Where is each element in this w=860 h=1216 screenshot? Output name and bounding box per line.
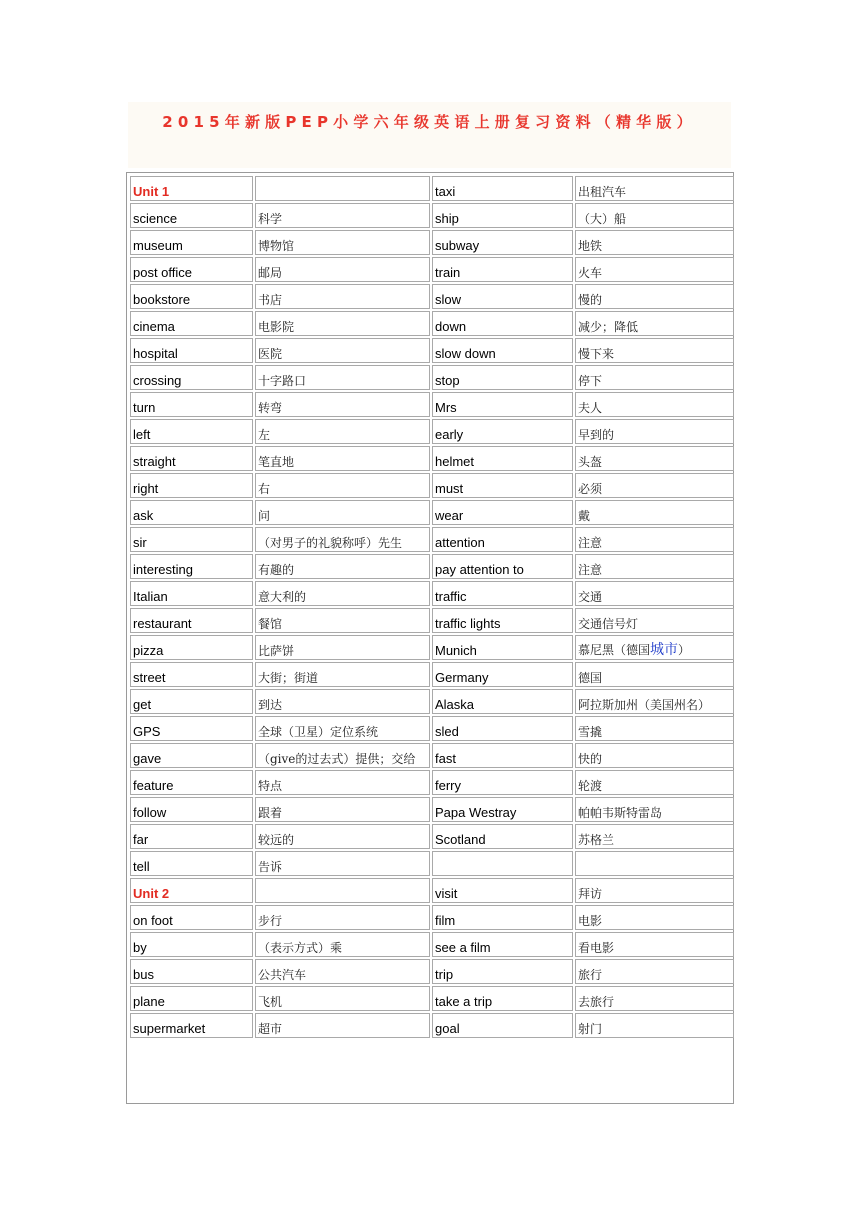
english-word-cell: [432, 878, 573, 903]
english-word: crossing: [133, 373, 182, 388]
chinese-meaning: 告诉: [258, 860, 283, 874]
table-row: [130, 851, 734, 876]
chinese-meaning-cell: [575, 473, 734, 498]
table-row: [130, 365, 734, 390]
english-word: fast: [435, 751, 456, 766]
english-word: get: [133, 697, 152, 712]
table-row: [130, 230, 734, 255]
chinese-meaning: 步行: [258, 914, 283, 928]
chinese-meaning: 交通: [578, 590, 603, 604]
chinese-meaning: 头盔: [578, 455, 603, 469]
english-word: trip: [435, 967, 454, 982]
chinese-meaning: 减少；降低: [578, 320, 639, 334]
chinese-meaning-cell: [255, 257, 430, 282]
chinese-meaning: 火车: [578, 266, 603, 280]
chinese-meaning: （大）船: [578, 212, 627, 226]
chinese-meaning-cell: [255, 446, 430, 471]
english-word: science: [133, 211, 178, 226]
english-word-cell: [130, 554, 253, 579]
english-word: Alaska: [435, 697, 475, 712]
chinese-meaning-cell: [255, 851, 430, 876]
unit-heading: [130, 176, 253, 201]
english-word: street: [133, 670, 166, 685]
english-word-cell: [130, 743, 253, 768]
table-row: [130, 743, 734, 768]
english-word-cell: [130, 392, 253, 417]
table-row: [130, 527, 734, 552]
english-word-cell: [432, 500, 573, 525]
chinese-meaning-cell: [575, 284, 734, 309]
table-row: [130, 689, 734, 714]
chinese-meaning: 雪撬: [578, 725, 603, 739]
english-word-cell: [432, 797, 573, 822]
english-word-cell: [130, 419, 253, 444]
title-band: [128, 102, 731, 168]
chinese-meaning-cell: [575, 176, 734, 201]
chinese-meaning: 餐馆: [258, 617, 283, 631]
english-word: slow down: [435, 346, 496, 361]
chinese-meaning-cell: [255, 284, 430, 309]
chinese-meaning: 停下: [578, 374, 603, 388]
english-word-cell: [432, 635, 573, 660]
chinese-meaning: 注意: [578, 563, 603, 577]
english-word: Germany: [435, 670, 489, 685]
chinese-meaning: 慢的: [578, 293, 603, 307]
table-row: [130, 635, 734, 660]
chinese-meaning-cell: [255, 878, 430, 903]
english-word-cell: [130, 932, 253, 957]
chinese-meaning: 公共汽车: [258, 968, 307, 982]
chinese-meaning: 邮局: [258, 266, 283, 280]
english-word-cell: [432, 662, 573, 687]
chinese-meaning-cell: [255, 1013, 430, 1038]
chinese-meaning: 慕尼黑（德国: [578, 643, 651, 657]
chinese-meaning-cell: [255, 959, 430, 984]
chinese-meaning-cell: [575, 311, 734, 336]
table-row: [130, 662, 734, 687]
chinese-meaning-cell: [575, 797, 734, 822]
english-word-cell: [130, 527, 253, 552]
english-word: traffic lights: [435, 616, 501, 631]
chinese-meaning-cell: [575, 635, 734, 660]
english-word: Papa Westray: [435, 805, 517, 820]
english-word-cell: [432, 608, 573, 633]
english-word: train: [435, 265, 461, 280]
chinese-meaning: 德国: [578, 671, 603, 685]
chinese-meaning: 慢下来: [578, 347, 615, 361]
english-word-cell: [130, 338, 253, 363]
chinese-meaning: 快的: [578, 752, 603, 766]
english-word: left: [133, 427, 151, 442]
english-word: pizza: [133, 643, 164, 658]
chinese-meaning-cell: [255, 608, 430, 633]
english-word-cell: [130, 500, 253, 525]
chinese-meaning-cell: [255, 824, 430, 849]
english-word-cell: [130, 716, 253, 741]
english-word-cell: [432, 203, 573, 228]
english-word: taxi: [435, 184, 456, 199]
chinese-meaning: 注意: [578, 536, 603, 550]
english-word: helmet: [435, 454, 475, 469]
chinese-meaning: 有趣的: [258, 563, 295, 577]
english-word-cell: [432, 743, 573, 768]
chinese-meaning: 早到的: [578, 428, 615, 442]
chinese-meaning: 转弯: [258, 401, 283, 415]
chinese-meaning-cell: [255, 689, 430, 714]
english-word: attention: [435, 535, 485, 550]
english-word-cell: [432, 959, 573, 984]
chinese-meaning: 问: [258, 509, 271, 523]
english-word-cell: [130, 1013, 253, 1038]
chinese-meaning-cell: [255, 500, 430, 525]
chinese-meaning-cell: [255, 365, 430, 390]
english-word-cell: [432, 284, 573, 309]
table-row: [130, 392, 734, 417]
chinese-meaning-cell: [575, 257, 734, 282]
english-word: Italian: [133, 589, 168, 604]
english-word-cell: [130, 851, 253, 876]
english-word-cell: [432, 932, 573, 957]
english-word: plane: [133, 994, 165, 1009]
english-word: film: [435, 913, 456, 928]
english-word: early: [435, 427, 464, 442]
chinese-meaning-cell: [575, 1013, 734, 1038]
english-word: ship: [435, 211, 459, 226]
table-row: [130, 986, 734, 1011]
chinese-meaning: 到达: [258, 698, 283, 712]
chinese-meaning: 左: [258, 428, 271, 442]
chinese-meaning-cell: [575, 959, 734, 984]
chinese-meaning-cell: [255, 581, 430, 606]
english-word: straight: [133, 454, 176, 469]
chinese-meaning-cell: [255, 716, 430, 741]
english-word-cell: [432, 581, 573, 606]
chinese-meaning-cell: [575, 878, 734, 903]
table-row: [130, 311, 734, 336]
chinese-meaning-cell: [255, 338, 430, 363]
english-word: stop: [435, 373, 460, 388]
table-row: [130, 797, 734, 822]
english-word: GPS: [133, 724, 161, 739]
chinese-meaning: 地铁: [578, 239, 603, 253]
english-word: interesting: [133, 562, 193, 577]
chinese-meaning: 必须: [578, 482, 603, 496]
english-word-cell: [130, 635, 253, 660]
chinese-meaning-cell: [255, 932, 430, 957]
table-row: [130, 338, 734, 363]
chinese-meaning-cell: [255, 311, 430, 336]
table-row: [130, 284, 734, 309]
table-row: [130, 1013, 734, 1038]
chinese-meaning-cell: [255, 770, 430, 795]
chinese-meaning-cell: [575, 554, 734, 579]
chinese-meaning: （give的过去式）提供；交给: [258, 752, 416, 766]
vocabulary-grid: [126, 172, 734, 1104]
english-word: gave: [133, 751, 162, 766]
chinese-meaning-cell: [575, 527, 734, 552]
english-word-cell: [432, 554, 573, 579]
table-row: [130, 257, 734, 282]
english-word: post office: [133, 265, 193, 280]
english-word-cell: [432, 257, 573, 282]
vocabulary-table: [128, 174, 736, 1040]
chinese-meaning-cell: [255, 743, 430, 768]
chinese-meaning-cell: [255, 662, 430, 687]
chinese-meaning: 科学: [258, 212, 283, 226]
table-row: [130, 878, 734, 903]
english-word: bus: [133, 967, 154, 982]
chinese-meaning: 超市: [258, 1022, 283, 1036]
english-word: far: [133, 832, 149, 847]
table-row: [130, 824, 734, 849]
english-word: follow: [133, 805, 167, 820]
chinese-meaning-cell: [255, 554, 430, 579]
english-word: cinema: [133, 319, 175, 334]
english-word-cell: [130, 581, 253, 606]
english-word-cell: [432, 689, 573, 714]
chinese-meaning: 电影: [578, 914, 603, 928]
chinese-meaning: 跟着: [258, 806, 283, 820]
english-word: tell: [133, 859, 150, 874]
english-word-cell: [432, 392, 573, 417]
english-word: take a trip: [435, 994, 493, 1009]
english-word: slow: [435, 292, 462, 307]
table-row: [130, 176, 734, 201]
chinese-meaning: 飞机: [258, 995, 283, 1009]
chinese-meaning: 戴: [578, 509, 591, 523]
chinese-meaning-cell: [255, 797, 430, 822]
chinese-meaning-cell: [255, 392, 430, 417]
chinese-meaning-cell: [575, 500, 734, 525]
english-word-cell: [130, 689, 253, 714]
english-word-cell: [130, 446, 253, 471]
chinese-meaning-cell: [575, 392, 734, 417]
english-word-cell: [432, 473, 573, 498]
chinese-meaning-cell: [575, 581, 734, 606]
english-word-cell: [432, 338, 573, 363]
chinese-meaning-cell: [575, 851, 734, 876]
english-word-cell: [130, 905, 253, 930]
english-word-cell: [130, 797, 253, 822]
chinese-meaning-cell: [575, 689, 734, 714]
english-word-cell: [432, 986, 573, 1011]
english-word-cell: [432, 365, 573, 390]
chinese-meaning-cell: [575, 716, 734, 741]
english-word-cell: [130, 365, 253, 390]
table-row: [130, 932, 734, 957]
english-word-cell: [432, 527, 573, 552]
chinese-meaning-cell: [575, 608, 734, 633]
chinese-meaning: 出租汽车: [578, 185, 627, 199]
table-row: [130, 203, 734, 228]
english-word: subway: [435, 238, 480, 253]
chinese-meaning: 夫人: [578, 401, 603, 415]
chinese-meaning-cell: [255, 419, 430, 444]
chinese-meaning-cell: [255, 986, 430, 1011]
english-word: goal: [435, 1021, 460, 1036]
english-word: sir: [133, 535, 147, 550]
chinese-meaning: 看电影: [578, 941, 615, 955]
english-word: ask: [133, 508, 154, 523]
english-word: must: [435, 481, 464, 496]
chinese-meaning-cell: [575, 230, 734, 255]
chinese-meaning-cell: [575, 203, 734, 228]
english-word-cell: [130, 203, 253, 228]
english-word-cell: [432, 311, 573, 336]
chinese-meaning: 帕帕韦斯特雷岛: [578, 806, 663, 820]
english-word: Munich: [435, 643, 477, 658]
english-word-cell: [130, 662, 253, 687]
chinese-meaning: 右: [258, 482, 271, 496]
english-word: feature: [133, 778, 174, 793]
chinese-meaning: 书店: [258, 293, 283, 307]
table-row: [130, 905, 734, 930]
english-word-cell: [130, 473, 253, 498]
english-word-cell: [130, 824, 253, 849]
chinese-meaning-cell: [255, 203, 430, 228]
chinese-meaning: 全球（卫星）定位系统: [258, 725, 379, 739]
english-word-cell: [130, 770, 253, 795]
table-row: [130, 446, 734, 471]
chinese-meaning-cell: [575, 446, 734, 471]
english-word: by: [133, 940, 147, 955]
english-word: museum: [133, 238, 183, 253]
table-row: [130, 770, 734, 795]
english-word: ferry: [435, 778, 461, 793]
chinese-meaning-cell: [575, 338, 734, 363]
english-word-cell: [432, 419, 573, 444]
chinese-meaning-cell: [255, 176, 430, 201]
chinese-meaning: 比萨饼: [258, 644, 295, 658]
chinese-meaning-cell: [255, 905, 430, 930]
chinese-meaning-cell: [575, 986, 734, 1011]
chinese-meaning: 笔直地: [258, 455, 295, 469]
chinese-meaning: 特点: [258, 779, 283, 793]
table-row: [130, 608, 734, 633]
unit-heading: [130, 878, 253, 903]
english-word: Unit 2: [133, 886, 170, 901]
english-word-cell: [130, 986, 253, 1011]
english-word: traffic: [435, 589, 467, 604]
chinese-meaning: 意大利的: [258, 590, 307, 604]
city-link[interactable]: 城市: [650, 642, 679, 658]
english-word-cell: [432, 1013, 573, 1038]
chinese-meaning-cell: [575, 905, 734, 930]
table-row: [130, 716, 734, 741]
chinese-meaning: 电影院: [258, 320, 295, 334]
chinese-meaning-cell: [575, 365, 734, 390]
english-word-cell: [130, 230, 253, 255]
english-word: see a film: [435, 940, 491, 955]
chinese-meaning-cell: [575, 824, 734, 849]
chinese-meaning: 大街；街道: [258, 671, 319, 685]
chinese-meaning-cell: [255, 230, 430, 255]
english-word: Mrs: [435, 400, 457, 415]
vocabulary-table-body: [130, 176, 734, 1038]
table-row: [130, 959, 734, 984]
chinese-meaning-cell: [255, 527, 430, 552]
table-row: [130, 500, 734, 525]
english-word-cell: [432, 851, 573, 876]
english-word-cell: [130, 284, 253, 309]
english-word: supermarket: [133, 1021, 206, 1036]
english-word: hospital: [133, 346, 178, 361]
chinese-meaning: 去旅行: [578, 995, 615, 1009]
english-word: visit: [435, 886, 458, 901]
english-word: right: [133, 481, 159, 496]
english-word-cell: [130, 257, 253, 282]
chinese-meaning: 医院: [258, 347, 283, 361]
chinese-meaning: （表示方式）乘: [258, 941, 343, 955]
english-word: on foot: [133, 913, 173, 928]
chinese-meaning: 交通信号灯: [578, 617, 639, 631]
chinese-meaning: 拜访: [578, 887, 603, 901]
english-word-cell: [432, 770, 573, 795]
english-word-cell: [432, 230, 573, 255]
chinese-meaning: 轮渡: [578, 779, 603, 793]
chinese-meaning: 射门: [578, 1022, 603, 1036]
chinese-meaning-cell: [255, 635, 430, 660]
english-word-cell: [130, 311, 253, 336]
chinese-meaning: 博物馆: [258, 239, 295, 253]
chinese-meaning: 十字路口: [258, 374, 307, 388]
english-word: restaurant: [133, 616, 192, 631]
english-word: sled: [435, 724, 459, 739]
chinese-meaning-cell: [575, 743, 734, 768]
chinese-meaning-cell: [575, 419, 734, 444]
chinese-meaning-tail: ）: [678, 643, 691, 657]
english-word-cell: [130, 608, 253, 633]
english-word-cell: [432, 446, 573, 471]
chinese-meaning: 苏格兰: [578, 833, 615, 847]
chinese-meaning-cell: [575, 932, 734, 957]
english-word-cell: [432, 176, 573, 201]
english-word-cell: [130, 959, 253, 984]
english-word-cell: [432, 905, 573, 930]
chinese-meaning: 较远的: [258, 833, 295, 847]
english-word: bookstore: [133, 292, 191, 307]
chinese-meaning-cell: [575, 662, 734, 687]
chinese-meaning: 阿拉斯加州（美国州名）: [578, 698, 711, 712]
english-word: down: [435, 319, 467, 334]
table-row: [130, 473, 734, 498]
page-title: 2015年新版PEP小学六年级英语上册复习资料（精华版）: [162, 113, 697, 131]
table-row: [130, 554, 734, 579]
table-row: [130, 581, 734, 606]
english-word: pay attention to: [435, 562, 524, 577]
chinese-meaning-cell: [575, 770, 734, 795]
english-word: wear: [435, 508, 464, 523]
english-word-cell: [432, 824, 573, 849]
english-word-cell: [432, 716, 573, 741]
english-word: Scotland: [435, 832, 486, 847]
chinese-meaning: 旅行: [578, 968, 603, 982]
chinese-meaning: （对男子的礼貌称呼）先生: [258, 536, 403, 550]
english-word: turn: [133, 400, 156, 415]
english-word: Unit 1: [133, 184, 170, 199]
table-row: [130, 419, 734, 444]
chinese-meaning-cell: [255, 473, 430, 498]
